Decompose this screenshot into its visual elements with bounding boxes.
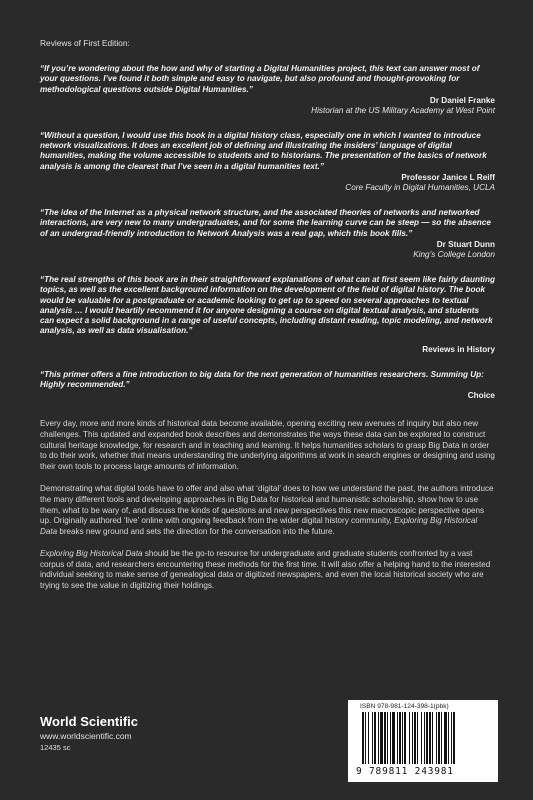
review-quote: “The real strengths of this book are in their straightforward explanations of what can at first seem like fairly daunting topics, as well as the excellent background information on the development of the field of digital history. The book would be valuable for a postgraduate or academic looking to get up to speed on several approaches to textual analysis … I would heartily recommend it for anyone designing a course on digital textual analysis, and students can expect a solid background in a range of useful concepts, including distant reading, topic modeling, and network analysis, as well as data visualisation.” (40, 274, 495, 336)
review-quote: “The idea of the Internet as a physical network structure, and the associated theories of networks and networked interactions, are very new to many undergraduates, and for some the learning curve can be steep — so the absence of an undergrad-friendly introduction to Network Analysis was a real gap, which this book fills.” (40, 208, 491, 238)
description-paragraph-2 (40, 484, 495, 537)
publisher-block (40, 714, 138, 752)
review-5 (40, 370, 495, 402)
description-paragraph-1: Every day, more and more kinds of historical data become available, opening exciting new avenues of inquiry but also new challenges. This updated and expanded book describes and demonstrates the ways these data can be explored to construct cultural heritage knowledge, for research and in teaching and learning. It helps humanities scholars to grasp Big Data in order to do their work, whether that means understanding the underlying algorithms at work in search engines or designing and using their own tools to process large amounts of information. (40, 419, 495, 471)
reviewer-name: Professor Janice L Reiff (401, 173, 495, 183)
review-source: Reviews in History (422, 344, 495, 354)
isbn-barcode-panel (348, 700, 498, 782)
publisher-name: World Scientific (40, 714, 138, 729)
description-paragraph-3 (40, 549, 495, 591)
product-code: 12435 sc (40, 743, 71, 752)
publisher-url: www.worldscientific.com (40, 731, 132, 741)
reviewer-name: Dr Stuart Dunn (436, 239, 495, 249)
barcode-icon (360, 712, 488, 766)
reviewer-role: Historian at the US Military Academy at West Point (311, 105, 495, 115)
reviewer-name: Dr Daniel Franke (429, 95, 495, 105)
reviews-heading: Reviews of First Edition: (40, 38, 130, 48)
reviewer-role: King’s College London (413, 249, 495, 259)
review-quote: “If you’re wondering about the how and why of starting a Digital Humanities project, this text can answer most of your questions. I’ve found it both simple and easy to navigate, but also profound and thought-provoking for methodological questions outside Digital Humanities.” (40, 64, 480, 94)
review-3 (40, 208, 495, 260)
review-2 (40, 131, 495, 193)
desc-text: Demonstrating what digital tools have to offer and also what ‘digital’ does to how we understand the past, the authors introduce the many different tools and developing approaches in Big Data for historical and humanistic scholarship, show how to use them, what to be wary of, and discuss the kinds of questions and new perspectives this new macroscopic perspective opens up. Originally authored ‘live’ online with ongoing feedback from the wider digital history community, (40, 484, 494, 526)
review-4 (40, 275, 495, 355)
desc-text: breaks new ground and sets the direction for the conversation into the future. (57, 526, 335, 536)
isbn-label: ISBN 978-981-124-398-1(pbk) (360, 703, 449, 710)
barcode-digits: 9 789811 243981 (356, 766, 454, 777)
back-cover-content (40, 38, 495, 604)
review-quote: “This primer offers a fine introduction to big data for the next generation of humanities researchers. Summing Up: Highly recommended.” (40, 369, 484, 390)
book-title: Exploring Big Historical Data (40, 516, 478, 536)
reviewer-role: Core Faculty in Digital Humanities, UCLA (345, 183, 495, 193)
review-quote: “Without a question, I would use this book in a digital history class, especially one in which I wanted to introduce network visualizations. It does an excellent job of defining and illustrating the insiders’ language of digital humanities, making the volume accessible to students and to historians. The presentation of the basics of network analysis is among the clearest that I’ve seen in a digital humanities text.” (40, 130, 487, 171)
book-title: Exploring Big Historical Data (40, 549, 143, 559)
review-source: Choice (467, 391, 495, 401)
desc-text: should be the go-to resource for undergraduate and graduate students confronted by a vast corpus of data, and researchers encountering these methods for the first time. It will also offer a helping hand to the interested individual seeking to make sense of genealogical data or digitized newspapers, and even the local historical society who are trying to see the value in digitizing their holdings. (40, 549, 491, 591)
review-1 (40, 64, 495, 116)
